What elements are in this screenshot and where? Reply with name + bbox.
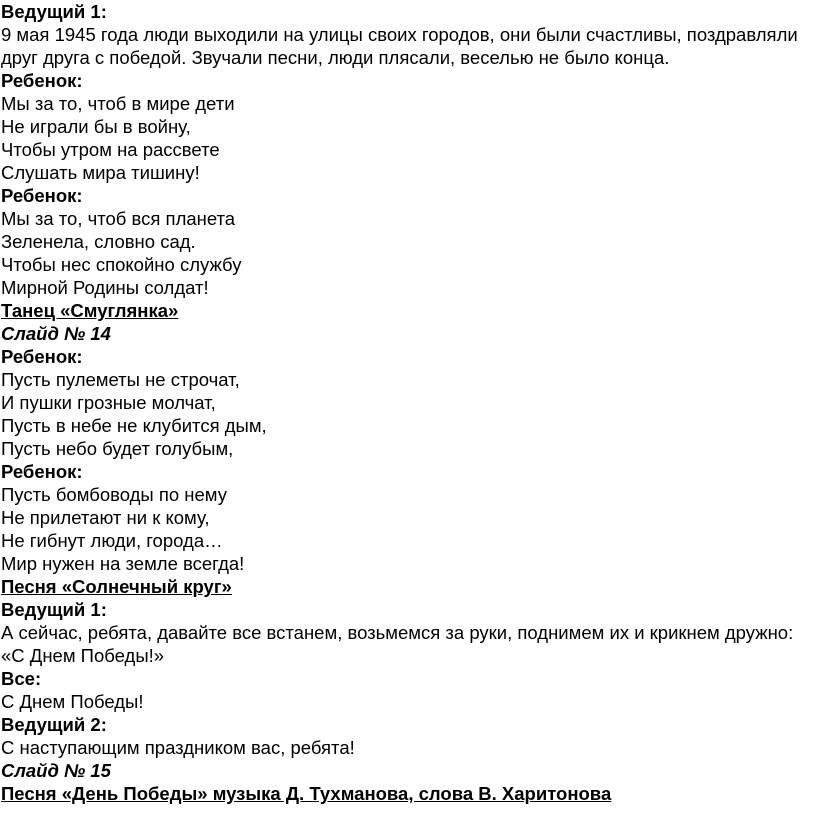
poem-line: Мы за то, чтоб вся планета bbox=[1, 208, 236, 229]
poem-line: Пусть пулеметы не строчат, bbox=[1, 369, 240, 390]
poem-line: Пусть бомбоводы по нему bbox=[1, 484, 227, 505]
performance-heading: Танец «Смуглянка» bbox=[1, 300, 179, 321]
slide-marker: Слайд № 15 bbox=[1, 760, 111, 781]
speaker-label: Ребенок: bbox=[1, 346, 83, 367]
poem-line: Чтобы утром на рассвете bbox=[1, 139, 220, 160]
poem-line: Пусть небо будет голубым, bbox=[1, 438, 234, 459]
speaker-label: Ведущий 1: bbox=[1, 599, 107, 620]
poem-line: Не гибнут люди, города… bbox=[1, 530, 223, 551]
poem-line: Мирной Родины солдат! bbox=[1, 277, 209, 298]
poem-line: Мир нужен на земле всегда! bbox=[1, 553, 245, 574]
poem-line: И пушки грозные молчат, bbox=[1, 392, 216, 413]
slide-marker: Слайд № 14 bbox=[1, 323, 111, 344]
poem-line: Зеленела, словно сад. bbox=[1, 231, 196, 252]
speaker-label: Ребенок: bbox=[1, 461, 83, 482]
speaker-label: Ведущий 2: bbox=[1, 714, 107, 735]
performance-heading: Песня «Солнечный круг» bbox=[1, 576, 232, 597]
speaker-label: Все: bbox=[1, 668, 42, 689]
poem-line: Чтобы нес спокойно службу bbox=[1, 254, 242, 275]
poem-line: Мы за то, чтоб в мире дети bbox=[1, 93, 235, 114]
poem-line: Пусть в небе не клубится дым, bbox=[1, 415, 267, 436]
narration-paragraph: А сейчас, ребята, давайте все встанем, возьмемся за руки, поднимем их и крикнем дружно: «С Днем Победы!» bbox=[1, 622, 794, 666]
dialogue-line: С Днем Победы! bbox=[1, 691, 144, 712]
speaker-label: Ребенок: bbox=[1, 185, 83, 206]
poem-line: Не играли бы в войну, bbox=[1, 116, 191, 137]
poem-line: Слушать мира тишину! bbox=[1, 162, 200, 183]
poem-line: Не прилетают ни к кому, bbox=[1, 507, 210, 528]
narration-paragraph: 9 мая 1945 года люди выходили на улицы своих городов, они были счастливы, поздравляли друг друга с победой. Звучали песни, люди плясали, веселью не было конца. bbox=[1, 24, 798, 68]
speaker-label: Ребенок: bbox=[1, 70, 83, 91]
speaker-label: Ведущий 1: bbox=[1, 1, 107, 22]
dialogue-line: С наступающим праздником вас, ребята! bbox=[1, 737, 355, 758]
performance-heading: Песня «День Победы» музыка Д. Тухманова, слова В. Харитонова bbox=[1, 783, 612, 804]
